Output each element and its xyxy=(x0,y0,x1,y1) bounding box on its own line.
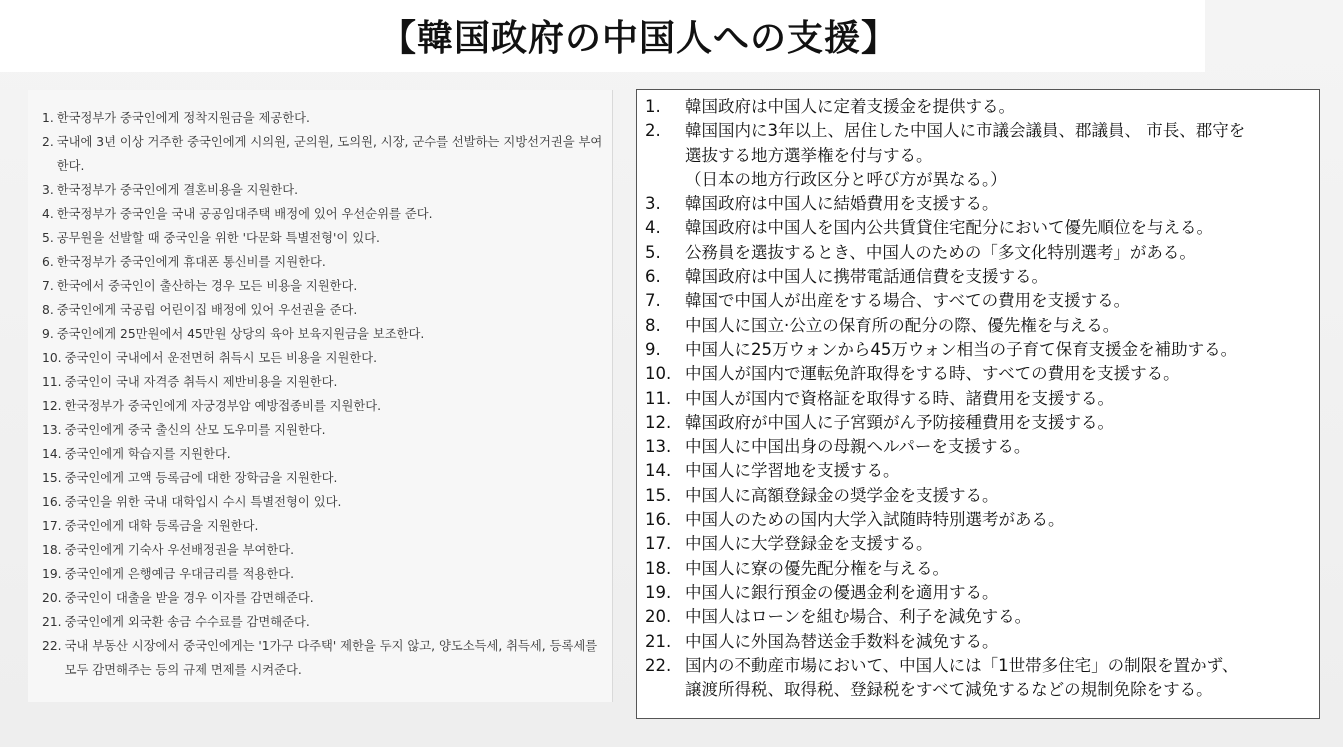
item-number: 7. xyxy=(645,291,661,311)
japanese-list-item xyxy=(645,532,1315,556)
item-number: 10. xyxy=(42,351,62,365)
item-number: 6. xyxy=(645,267,661,287)
item-number: 1. xyxy=(645,97,661,116)
korean-list-item xyxy=(42,538,604,562)
item-number: 6. xyxy=(42,255,54,269)
item-text: 韓国国内に3年以上、居住した中国人に市議会議員、郡議員、 市長、郡守を 選抜する地方選挙権を付与する。 （日本の地方行政区分と呼び方が異なる。） xyxy=(685,121,1246,189)
item-text: 중국인이 국내에서 운전면허 취득시 모든 비용을 지원한다. xyxy=(64,351,378,365)
item-text: 中国人に中国出身の母親ヘルパーを支援する。 xyxy=(685,437,1031,457)
item-number: 17. xyxy=(42,519,62,533)
item-text: 韓国政府が中国人に子宮頸がん予防接種費用を支援する。 xyxy=(685,412,1114,432)
japanese-list-panel xyxy=(636,89,1320,719)
korean-list-item xyxy=(42,346,604,370)
item-text: 中国人に25万ウォンから45万ウォン相当の子育て保育支援金を補助する。 xyxy=(685,339,1238,359)
item-number: 16. xyxy=(42,495,62,509)
item-number: 9. xyxy=(42,327,54,341)
item-text: 中国人に外国為替送金手数料を減免する。 xyxy=(685,631,999,651)
japanese-list-item xyxy=(645,557,1315,581)
item-number: 3. xyxy=(42,183,54,197)
item-number: 20. xyxy=(42,591,62,605)
item-number: 13. xyxy=(42,423,62,437)
item-number: 12. xyxy=(42,399,62,413)
item-number: 11. xyxy=(645,388,672,408)
item-number: 19. xyxy=(42,567,62,581)
korean-list-item xyxy=(42,250,604,274)
japanese-list-item xyxy=(645,241,1315,265)
item-number: 22. xyxy=(42,639,62,653)
item-number: 22. xyxy=(645,655,672,675)
item-text: 中国人が国内で運転免許取得をする時、すべての費用を支援する。 xyxy=(685,364,1180,384)
item-text: 중국인이 국내 자격증 취득시 제반비용을 지원한다. xyxy=(64,375,338,389)
item-number: 2. xyxy=(42,135,54,149)
item-number: 7. xyxy=(42,279,54,293)
korean-list-item xyxy=(42,610,604,634)
item-text: 중국인에게 대학 등록금을 지원한다. xyxy=(64,519,259,533)
korean-list-item xyxy=(42,586,604,610)
item-text: 中国人が国内で資格証を取得する時、諸費用を支援する。 xyxy=(685,388,1114,408)
item-number: 1. xyxy=(42,111,54,125)
item-text: 公務員を選抜するとき、中国人のための「多文化特別選考」がある。 xyxy=(685,242,1196,262)
korean-list-item xyxy=(42,562,604,586)
japanese-list-item xyxy=(645,338,1315,362)
item-number: 8. xyxy=(645,315,661,335)
item-number: 20. xyxy=(645,607,672,627)
item-text: 한국정부가 중국인에게 결혼비용을 지원한다. xyxy=(56,183,299,197)
korean-list-item xyxy=(42,442,604,466)
japanese-list-item xyxy=(645,411,1315,435)
item-text: 중국인에게 학습지를 지원한다. xyxy=(64,447,231,461)
item-text: 중국인에게 중국 출신의 산모 도우미를 지원한다. xyxy=(64,423,326,437)
korean-list-item xyxy=(42,466,604,490)
item-text: 중국인에게 기숙사 우선배정권을 부여한다. xyxy=(64,543,295,557)
japanese-list-item xyxy=(645,435,1315,459)
item-number: 14. xyxy=(42,447,62,461)
item-text: 中国人はローンを組む場合、利子を減免する。 xyxy=(685,607,1032,627)
item-text: 中国人に銀行預金の優遇金利を適用する。 xyxy=(685,582,999,602)
item-number: 4. xyxy=(645,218,661,238)
item-text: 韓国政府は中国人に定着支援金を提供する。 xyxy=(685,97,1015,116)
item-number: 11. xyxy=(42,375,62,389)
japanese-list-item xyxy=(645,630,1315,654)
korean-list-item xyxy=(42,394,604,418)
japanese-list-item xyxy=(645,95,1315,119)
item-text: 韓国政府は中国人に携帯電話通信費を支援する。 xyxy=(685,267,1048,287)
item-number: 9. xyxy=(645,339,661,359)
item-text: 중국인에게 고액 등록금에 대한 장학금을 지원한다. xyxy=(64,471,338,485)
korean-list-item xyxy=(42,178,604,202)
japanese-list-item xyxy=(645,216,1315,240)
item-text: 한국정부가 중국인을 국내 공공임대주택 배정에 있어 우선순위를 준다. xyxy=(56,207,433,221)
item-number: 12. xyxy=(645,412,672,432)
item-number: 2. xyxy=(645,121,661,141)
item-number: 19. xyxy=(645,582,672,602)
item-text: 中国人に国立·公立の保育所の配分の際、優先権を与える。 xyxy=(685,315,1120,335)
korean-list-item xyxy=(42,298,604,322)
item-number: 14. xyxy=(645,461,672,481)
korean-list xyxy=(42,106,604,682)
item-text: 중국인에게 외국환 송금 수수료를 감면해준다. xyxy=(64,615,310,629)
item-number: 18. xyxy=(42,543,62,557)
item-number: 13. xyxy=(645,437,672,457)
japanese-list-item xyxy=(645,387,1315,411)
item-number: 21. xyxy=(42,615,62,629)
item-number: 10. xyxy=(645,364,672,384)
japanese-list-item xyxy=(645,314,1315,338)
japanese-list-item xyxy=(645,508,1315,532)
korean-list-item xyxy=(42,514,604,538)
korean-list-item xyxy=(42,634,604,682)
korean-list-item xyxy=(42,226,604,250)
japanese-list-item xyxy=(645,119,1315,192)
item-text: 중국인에게 25만원에서 45만원 상당의 육아 보육지원금을 보조한다. xyxy=(56,327,425,341)
item-text: 중국인에게 은행예금 우대금리를 적용한다. xyxy=(64,567,295,581)
item-text: 中国人のための国内大学入試随時特別選考がある。 xyxy=(685,510,1065,530)
item-text: 中国人に学習地を支援する。 xyxy=(685,461,900,481)
item-text: 国内の不動産市場において、中国人には「1世帯多住宅」の制限を置かず、 譲渡所得税、取得税、登録税をすべて減免するなどの規制免除をする。 xyxy=(685,655,1239,700)
item-number: 21. xyxy=(645,631,672,651)
japanese-list xyxy=(645,95,1315,702)
korean-list-item xyxy=(42,322,604,346)
item-text: 국내 부동산 시장에서 중국인에게는 '1가구 다주택' 제한을 두지 않고, 양도소득세, 취득세, 등록세를 모두 감면해주는 등의 규제 면제를 시켜준다. xyxy=(64,639,598,677)
item-number: 15. xyxy=(645,485,672,505)
item-text: 中国人に寮の優先配分権を与える。 xyxy=(685,558,949,578)
item-text: 中国人に大学登録金を支援する。 xyxy=(685,534,933,554)
item-text: 中国人に高額登録金の奨学金を支援する。 xyxy=(685,485,999,505)
item-number: 18. xyxy=(645,558,672,578)
japanese-list-item xyxy=(645,484,1315,508)
item-number: 16. xyxy=(645,510,672,530)
item-number: 8. xyxy=(42,303,54,317)
item-number: 5. xyxy=(42,231,54,245)
item-text: 중국인에게 국공립 어린이집 배정에 있어 우선권을 준다. xyxy=(56,303,358,317)
item-number: 5. xyxy=(645,242,661,262)
korean-list-item xyxy=(42,418,604,442)
item-text: 한국정부가 중국인에게 정착지원금을 제공한다. xyxy=(56,111,310,125)
item-text: 공무원을 선발할 때 중국인을 위한 '다문화 특별전형'이 있다. xyxy=(56,231,380,245)
korean-list-item xyxy=(42,106,604,130)
item-text: 한국에서 중국인이 출산하는 경우 모든 비용을 지원한다. xyxy=(56,279,358,293)
page-title: 【韓国政府の中国人への支援】 xyxy=(380,18,899,59)
japanese-list-item xyxy=(645,459,1315,483)
korean-list-item xyxy=(42,274,604,298)
item-text: 한국정부가 중국인에게 자궁경부암 예방접종비를 지원한다. xyxy=(64,399,382,413)
japanese-list-item xyxy=(645,265,1315,289)
korean-list-item xyxy=(42,130,604,178)
japanese-list-item xyxy=(645,192,1315,216)
item-text: 국내에 3년 이상 거주한 중국인에게 시의원, 군의원, 도의원, 시장, 군수를 선발하는 지방선거권을 부여한다. xyxy=(56,135,603,173)
korean-list-item xyxy=(42,202,604,226)
korean-list-item xyxy=(42,490,604,514)
item-text: 중국인을 위한 국내 대학입시 수시 특별전형이 있다. xyxy=(64,495,342,509)
item-text: 한국정부가 중국인에게 휴대폰 통신비를 지원한다. xyxy=(56,255,326,269)
item-number: 17. xyxy=(645,534,672,554)
item-text: 韓国政府は中国人を国内公共賃貸住宅配分において優先順位を与える。 xyxy=(685,218,1213,238)
item-number: 4. xyxy=(42,207,54,221)
japanese-list-item xyxy=(645,362,1315,386)
japanese-list-item xyxy=(645,605,1315,629)
korean-list-item xyxy=(42,370,604,394)
japanese-list-item xyxy=(645,581,1315,605)
item-text: 韓国政府は中国人に結婚費用を支援する。 xyxy=(685,194,999,214)
japanese-list-item xyxy=(645,654,1315,703)
korean-list-panel xyxy=(28,90,613,702)
japanese-list-item xyxy=(645,289,1315,313)
item-number: 15. xyxy=(42,471,62,485)
item-text: 韓国で中国人が出産をする場合、すべての費用を支援する。 xyxy=(685,291,1131,311)
item-text: 중국인이 대출을 받을 경우 이자를 감면해준다. xyxy=(64,591,314,605)
item-number: 3. xyxy=(645,194,661,214)
